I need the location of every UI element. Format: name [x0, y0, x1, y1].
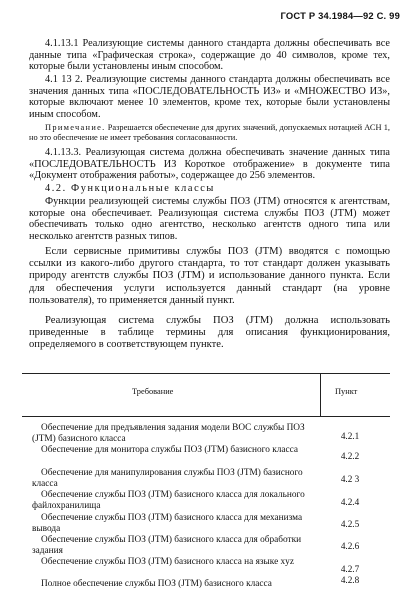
paragraph-4-1-13-3: 4.1.13.3. Реализующая система должна обеспечивать значение данных типа «ПОСЛЕДОВАТЕЛЬНОСТЬ ИЗ Короткое отображение» в документе типа «Документ отображения работы», содержащее до 256 элементов.	[29, 147, 390, 182]
table-row-item: 4.2.5	[340, 519, 360, 529]
table-row-item: 4.2.2	[340, 451, 360, 461]
table-row-item: 4.2.1	[340, 431, 360, 441]
table-row-item: 4.2.6	[340, 541, 360, 551]
page-header: ГОСТ Р 34.1984—92 С. 99	[280, 10, 400, 21]
table-row: Полное обеспечение службы ПОЗ (JTM) базисного класса	[41, 579, 272, 589]
table-header-item: Пункт	[335, 387, 358, 396]
table-top-rule	[22, 373, 390, 374]
table-row: Обеспечение для манипулирования службы ПОЗ (JTM) базисного класса	[32, 468, 303, 489]
table-row: Обеспечение для предъявления задания модели ВОС службы ПОЗ (JTM) базисного класса	[32, 423, 305, 444]
paragraph-4-1-13-2: 4.1 13 2. Реализующие системы данного стандарта должны обеспечивать все значения данных типа «ПОСЛЕДОВАТЕЛЬНОСТЬ ИЗ» и «МНОЖЕСТВО ИЗ», которые включают менее 10 элементов, кроме тех, которые были установлены иным способом.	[29, 74, 390, 120]
table-row: Обеспечение службы ПОЗ (JTM) базисного класса для механизма вывода	[32, 513, 303, 534]
paragraph-primitives: Если сервисные примитивы службы ПОЗ (JTM) вводятся с помощью ссылки из какого-либо другого стандарта, то тот стандарт должен указывать природу агентств службы ПОЗ (JTM) и использование данного пункта. Если для обеспечения услуги используется данный стандарт (на уровне пользователя), то применяется данный пункт.	[29, 246, 390, 306]
note-text: Разрешается обеспечение для других значений, допускаемых нотацией АСН 1, но это обеспечение не имеет требования согласованности.	[29, 123, 391, 142]
section-title: 4.2. Функциональные классы	[45, 183, 215, 194]
table-row-item: 4.2 3	[340, 474, 360, 484]
table-row: Обеспечение службы ПОЗ (JTM) базисного класса для обработки задания	[32, 535, 302, 556]
table-header-requirement: Требование	[132, 387, 174, 396]
paragraph-functions: Функции реализующей системы службы ПОЗ (JTM) относятся к агентствам, которые она обеспечивает. Реализующая система службы ПОЗ (JTM) может обеспечивать только одно агентство, несколько агентств одного типа или несколько агентств разных типов.	[29, 196, 390, 242]
paragraph-4-1-13-1: 4.1.13.1 Реализующие системы данного стандарта должны обеспечивать все данные типа «Графическая строка», содержащие до 40 символов, кроме тех, которые были установлены иным способом.	[29, 38, 390, 73]
table-row: Обеспечение службы ПОЗ (JTM) базисного класса для локального файлохранилища	[32, 490, 305, 511]
note	[29, 123, 390, 143]
table-row-item: 4.2.4	[340, 497, 360, 507]
paragraph-terms: Реализующая система службы ПОЗ (JTM) должна использовать приведенные в таблице термины для описания функционирования, определяемого в соответствующем пункте.	[29, 315, 390, 351]
table-row: Обеспечение для монитора службы ПОЗ (JTM) базисного класса	[41, 445, 298, 455]
table-row-item: 4.2.7	[340, 564, 360, 574]
note-lead: Примечание.	[45, 123, 106, 132]
table-row: Обеспечение службы ПОЗ (JTM) базисного класса на языке xyz	[41, 557, 294, 567]
table-header-rule	[22, 416, 390, 417]
table-column-divider	[320, 373, 321, 416]
table-row-item: 4.2.8	[340, 575, 360, 585]
